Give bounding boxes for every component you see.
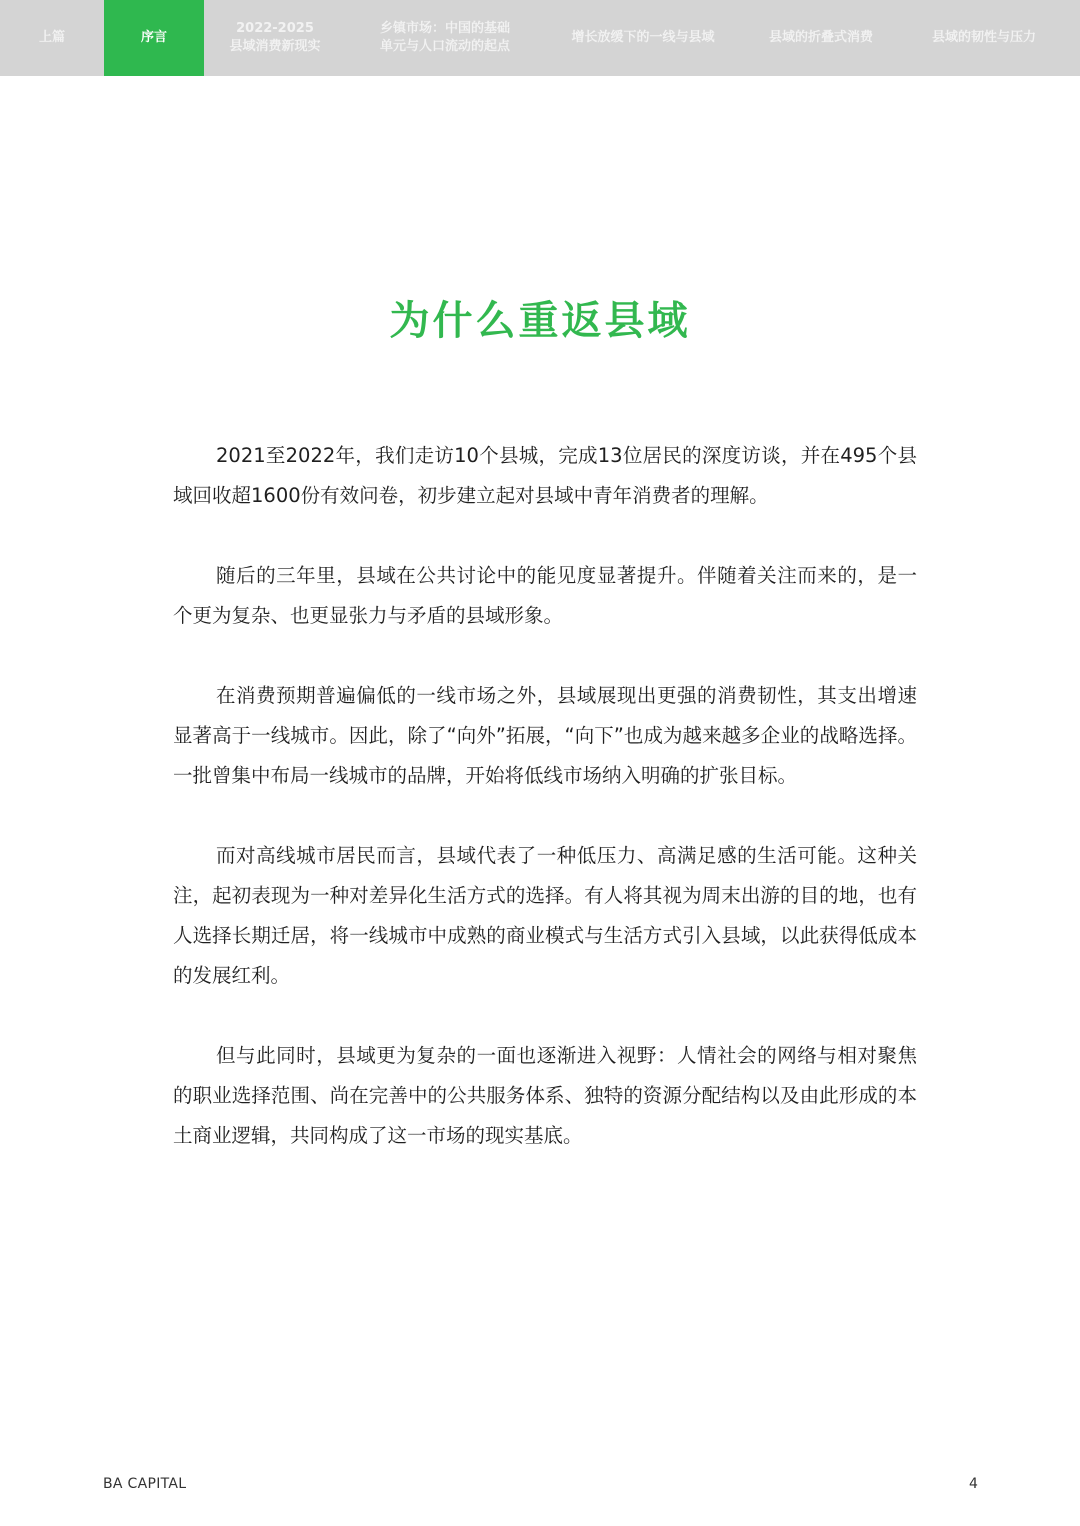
page-number: 4 (969, 1476, 978, 1492)
article-body (173, 436, 917, 1196)
footer-brand: BA CAPITAL (103, 1476, 187, 1492)
paragraph-2: 随后的三年里，县域在公共讨论中的能见度显著提升。伴随着关注而来的，是一个更为复杂、也更显张力与矛盾的县域形象。 (173, 564, 917, 627)
nav-tab-township-market[interactable] (346, 0, 544, 76)
nav-tab-label: 上篇 (38, 30, 65, 45)
nav-tab-label: 序言 (140, 30, 167, 45)
nav-tab-resilience-pressure[interactable] (900, 0, 1068, 76)
nav-tab-folded-consumption[interactable] (742, 0, 900, 76)
paragraph-5: 但与此同时，县域更为复杂的一面也逐渐进入视野：人情社会的网络与相对聚焦的职业选择范围、尚在完善中的公共服务体系、独特的资源分配结构以及由此形成的本土商业逻辑，共同构成了这一市场的现实基底。 (173, 1044, 917, 1147)
nav-tab-label-line-1: 2022-2025 (236, 21, 314, 36)
nav-tab-label-line-2: 单元与人口流动的起点 (379, 39, 510, 54)
nav-tab-part-one[interactable] (0, 0, 104, 76)
nav-tab-label-line-1: 乡镇市场：中国的基础 (379, 21, 510, 36)
nav-tab-preface[interactable] (104, 0, 204, 76)
nav-tab-label: 县域的折叠式消费 (768, 30, 873, 45)
paragraph-4: 而对高线城市居民而言，县域代表了一种低压力、高满足感的生活可能。这种关注，起初表现为一种对差异化生活方式的选择。有人将其视为周末出游的目的地，也有人选择长期迁居，将一线城市中成熟的商业模式与生活方式引入县域，以此获得低成本的发展红利。 (173, 844, 917, 987)
nav-tab-label: 增长放缓下的一线与县域 (571, 30, 715, 45)
top-navigation-bar (0, 0, 1080, 76)
nav-tab-2022-2025[interactable] (204, 0, 346, 76)
nav-tab-label: 县域的韧性与压力 (931, 30, 1036, 45)
page-title: 为什么重返县域 (389, 298, 691, 344)
nav-tab-growth-slowdown[interactable] (544, 0, 742, 76)
nav-tab-label-line-2: 县域消费新现实 (229, 39, 321, 54)
paragraph-3: 在消费预期普遍偏低的一线市场之外，县域展现出更强的消费韧性，其支出增速显著高于一线城市。因此，除了“向外”拓展，“向下”也成为越来越多企业的战略选择。一批曾集中布局一线城市的品牌，开始将低线市场纳入明确的扩张目标。 (173, 684, 917, 787)
paragraph-1: 2021至2022年，我们走访10个县城，完成13位居民的深度访谈，并在495个县域回收超1600份有效问卷，初步建立起对县域中青年消费者的理解。 (173, 444, 917, 507)
